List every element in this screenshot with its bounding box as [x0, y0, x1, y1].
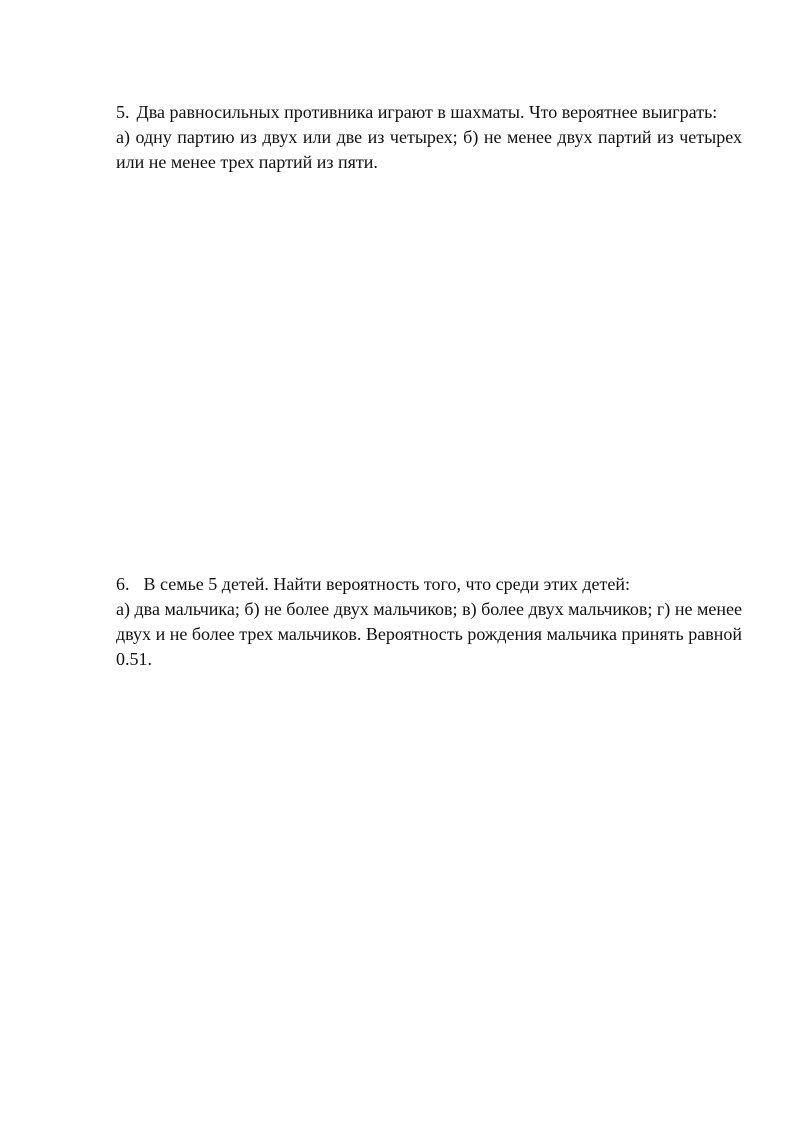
problem-6 — [116, 572, 742, 672]
problem-5-options: а) одну партию из двух или две из четырех; б) не менее двух партий из четырех или не менее трех партий из пяти. — [116, 127, 742, 172]
problem-5-question: Два равносильных противника играют в шахматы. Что вероятнее выиграть: — [136, 102, 718, 122]
problem-5 — [116, 100, 742, 175]
problem-6-question: В семье 5 детей. Найти вероятность того, что среди этих детей: — [143, 574, 631, 594]
problem-5-number: 5. — [116, 102, 130, 122]
problem-6-statement — [116, 572, 742, 597]
problem-6-number: 6. — [116, 574, 130, 594]
problem-5-statement — [116, 100, 742, 125]
problem-6-options: а) два мальчика; б) не более двух мальчиков; в) более двух мальчиков; г) не менее двух и не более трех мальчиков. Вероятность рождения мальчика принять равной 0.51. — [116, 599, 742, 669]
